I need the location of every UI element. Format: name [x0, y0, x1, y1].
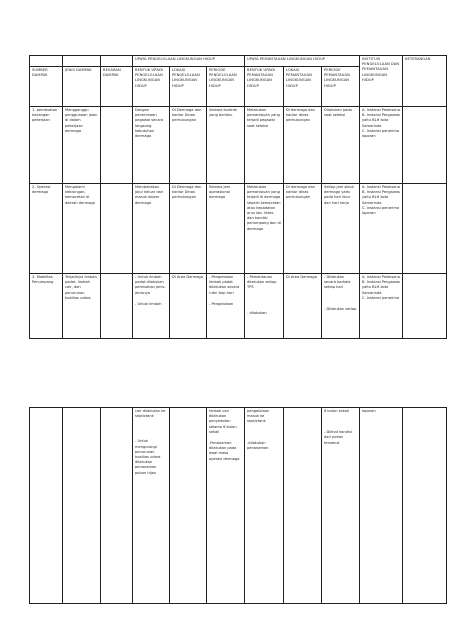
col-header-jenis: JENIS DAMPAK — [63, 67, 101, 107]
list-item: - Dilakukan setiap — [324, 306, 357, 311]
cell-institusi — [360, 184, 403, 274]
cell-sumber: 1. pembuatan kavangan pekerjaan — [30, 107, 63, 184]
rkl-rpl-table-continued — [29, 407, 447, 604]
list-item: - Untuk limbah — [135, 301, 162, 306]
cell-bentuk-pengelolaan: Dengan penerimaan pegawai secara langsung kebutuhan dermaga — [133, 107, 170, 184]
institusi-item: A. Instansi Pelaksana — [362, 108, 400, 112]
col-header-lokasi-pemantauan: LOKASI PEMANTAUAN LINGKUNGAN HIDUP — [284, 67, 322, 107]
cell-bentuk-pemantauan — [245, 408, 284, 604]
cell-lokasi-pemantauan: Di dermaga dan kantor dinas perhubungan — [284, 107, 322, 184]
cell-bentuk-pemantauan: Melakukan pemantauan yang terjadi pegawai saat seleksi — [245, 107, 284, 184]
institusi-item: A. Instansi Pelaksana — [362, 275, 400, 279]
list-item: - Untuk limbah padat dilakukan pemisahan jenis-jenisnya — [135, 275, 166, 295]
col-header-lokasi-pengelolaan: LOKASI PENGELOLAAN LINGKUNGAN HIDUP — [170, 67, 207, 107]
header-institusi: INSTITUSI PENGELOLAAN DAN PEMANTAUAN LINGKUNGAN HIDUP — [360, 56, 403, 107]
institusi-item: A. Instansi Pelaksana — [362, 185, 400, 189]
cell-lokasi-pemantauan — [284, 408, 322, 604]
table-row — [30, 408, 447, 604]
list-item: cair dilakukan ke septictank — [135, 409, 166, 419]
cell-lokasi-pemantauan: Di Area Dermaga — [284, 274, 322, 339]
cell-lokasi-pengelolaan: Di Dermaga dan kantor Dinas perhubungan — [170, 107, 207, 184]
cell-keterangan — [403, 107, 447, 184]
cell-institusi — [360, 274, 403, 339]
list-item: 6 bulan sekali — [324, 409, 349, 413]
list-item: pengelolaan masuk ke septictank — [247, 409, 270, 424]
cell-bentuk-pemantauan — [245, 274, 284, 339]
group-header-row — [30, 56, 447, 67]
col-header-bentuk-pemantauan: BENTUK UPAYA PEMANTAUAN LINGKUNGAN HIDUP — [245, 67, 284, 107]
cell-periode-pengelolaan: Selama jam operasional dermaga — [207, 184, 245, 274]
cell-keterangan — [403, 184, 447, 274]
cell-institusi — [360, 408, 403, 604]
cell-bentuk-pengelolaan — [133, 274, 170, 339]
institusi-item: B. Instansi Pengawas yaitu BLH kota Samarinda — [362, 113, 400, 128]
cell-periode-pemantauan: Dilakukan pada saat seleksi — [322, 107, 360, 184]
table-row — [30, 184, 447, 274]
cell-periode-pemantauan — [322, 274, 360, 339]
list-item: - Untuk mengurangi penurunan kualitas udara dilakukan penanaman pohon hijau — [135, 439, 161, 475]
cell-keterangan — [403, 408, 447, 604]
cell-bentuk-pengelolaan — [133, 408, 170, 604]
header-pengelolaan: UPAYA PENGELOLAAN LINGKUNGAN HIDUP — [133, 56, 245, 67]
header-pemantauan: UPAYA PEMANTAUAN LINGKUNGAN HIDUP — [245, 56, 360, 67]
cell-periode-pemantauan: Setiap jam sibuk dermaga yaitu pada hari libur dan hari kerja — [322, 184, 360, 274]
cell-periode-pengelolaan — [207, 408, 245, 604]
cell-lokasi-pengelolaan: Di Area Dermaga — [170, 274, 207, 339]
cell-periode-pemantauan — [322, 408, 360, 604]
cell-periode-pengelolaan: Selama kontrak yang berlaku — [207, 107, 245, 184]
col-header-periode-pengelolaan: PERIODE PENGELOLAAN LINGKUNGAN HIDUP — [207, 67, 245, 107]
cell-sumber: 2. Operasi dermaga — [30, 184, 63, 274]
list-item: - Pemantauan dilakukan setiap TPS — [247, 275, 277, 290]
cell-sumber — [30, 408, 63, 604]
cell-besaran — [101, 184, 133, 274]
cell-periode-pengelolaan — [207, 274, 245, 339]
cell-bentuk-pemantauan: Melakukan pemantauan yang terjadi di dermaga seperti kemacetan atau kepadatan arus lalu lintas dan kondisi penumpang dan di dermaga — [245, 184, 284, 274]
institusi-item: C. Instansi penerima laporan — [362, 205, 400, 216]
cell-jenis: Mengalami kebisingan, kemacetan di daerah dermaga — [63, 184, 101, 274]
institusi-item: C. Instansi penerima — [362, 295, 400, 300]
cell-jenis: Terjadinya limbah padat, limbah cair, dan penurunan kualitas udara. — [63, 274, 101, 339]
col-header-sumber: SUMBER DAMPAK — [30, 67, 63, 107]
cell-keterangan — [403, 274, 447, 339]
cell-bentuk-pengelolaan: Membedakan jalur keluar dan masuk dalam dermaga — [133, 184, 170, 274]
list-item: - Pengelolaan — [209, 301, 234, 306]
list-item: -Penanaman dilakukan pada awal masa operasi dermaga — [209, 441, 240, 461]
institusi-item: C. Instansi penerima laporan — [362, 128, 400, 139]
list-item: - Dilakukan secara berkala setiap hari — [324, 275, 351, 290]
table-row — [30, 107, 447, 184]
institusi-item: laporan — [362, 409, 376, 413]
institusi-item: B. Instansi Pengawas yaitu BLH kota Samarinda — [362, 280, 400, 295]
rkl-rpl-table-top — [29, 55, 447, 339]
list-item: -dilakukan penanaman — [247, 440, 269, 450]
header-keterangan: KETERANGAN — [403, 56, 447, 107]
table-row — [30, 274, 447, 339]
list-item: - Pengelolaan limbah padat dilakukan secara rutin tiap hari — [209, 275, 240, 295]
cell-lokasi-pemantauan: Di dermaga dan kantor dinas perhubungan — [284, 184, 322, 274]
list-item: - Dilihat kondisi dari pohon tersebut — [324, 430, 352, 445]
list-item: - dilakukan — [247, 310, 267, 315]
cell-jenis — [63, 408, 101, 604]
cell-sumber: 3. Mobilitas Penumpang — [30, 274, 63, 339]
cell-institusi — [360, 107, 403, 184]
cell-jenis: Mengganggu penggunaan jalan di dalam pekerjaan dermaga — [63, 107, 101, 184]
col-header-besaran: BESARAN DAMPAK — [101, 67, 133, 107]
cell-besaran — [101, 107, 133, 184]
cell-besaran — [101, 408, 133, 604]
cell-lokasi-pengelolaan: Di Dermaga dan kantor Dinas perhubungan — [170, 184, 207, 274]
institusi-item: B. Instansi Pengawas yaitu BLH kota Samarinda — [362, 190, 400, 205]
col-header-periode-pemantauan: PERIODE PEMANTAUAN LINGKUNGAN HIDUP — [322, 67, 360, 107]
col-header-bentuk-pengelolaan: BENTUK UPAYA PENGELOLAAN LINGKUNGAN HIDUP — [133, 67, 170, 107]
cell-lokasi-pengelolaan — [170, 408, 207, 604]
cell-besaran — [101, 274, 133, 339]
list-item: limbah cair dilakukan penyedotan selama 6 bulan sekali — [209, 409, 237, 434]
